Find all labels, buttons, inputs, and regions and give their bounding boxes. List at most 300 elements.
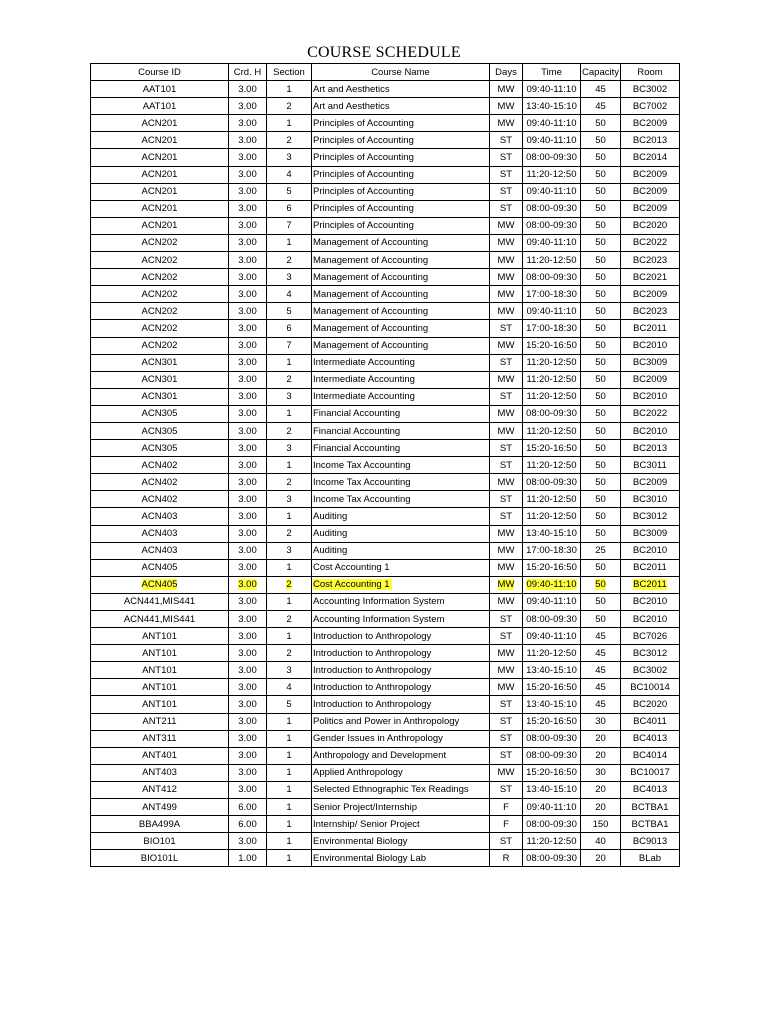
section-cell [267,354,312,371]
room-cell-text: BC3009 [632,528,668,540]
time-cell-text: 09:40-11:10 [526,596,577,608]
time-cell-text: 11:20-12:50 [526,459,577,471]
course-name-cell [312,149,490,166]
section-cell-text: 2 [286,647,292,659]
room-cell [621,234,680,251]
days-cell [490,149,523,166]
days-cell-text: ST [499,784,513,796]
course-name-cell-text: Environmental Biology [313,835,408,847]
room-cell [621,354,680,371]
capacity-cell [581,799,621,816]
time-cell [523,320,581,337]
course-id-cell-text: ANT101 [142,681,177,693]
capacity-cell-text: 45 [595,630,606,642]
days-cell [490,764,523,781]
course-name-cell-text: Introduction to Anthropology [313,681,432,693]
section-cell [267,371,312,388]
course-name-cell-text: Principles of Accounting [313,186,414,198]
credit-hours-cell-text: 3.00 [238,117,257,129]
credit-hours-cell [229,457,267,474]
time-cell [523,474,581,491]
credit-hours-cell [229,542,267,559]
time-cell-text: 11:20-12:50 [526,835,577,847]
course-id-cell-text: ANT499 [142,801,177,813]
days-cell [490,234,523,251]
room-cell-text: BC2020 [632,220,668,232]
days-cell-text: MW [497,476,515,488]
days-cell [490,833,523,850]
table-row [91,747,680,764]
course-name-cell-text: Introduction to Anthropology [313,630,432,642]
credit-hours-cell [229,816,267,833]
time-cell-text: 17:00-18:30 [526,545,577,557]
section-cell [267,132,312,149]
course-name-cell-text: Art and Aesthetics [313,83,390,95]
credit-hours-cell [229,405,267,422]
course-name-cell [312,645,490,662]
days-cell-text: F [503,818,509,830]
days-cell-text: ST [499,510,513,522]
days-cell-text: ST [499,203,513,215]
course-id-cell [91,662,229,679]
course-id-cell-text: ANT101 [142,699,177,711]
table-row [91,371,680,388]
room-cell-text: BC3012 [632,647,668,659]
section-cell-text: 2 [286,374,292,386]
course-name-cell-text: Management of Accounting [313,288,429,300]
section-cell-text: 3 [286,152,292,164]
time-cell-text: 09:40-11:10 [526,630,577,642]
credit-hours-cell-text: 3.00 [238,100,257,112]
section-cell [267,183,312,200]
credit-hours-cell-text: 3.00 [238,83,257,95]
section-cell [267,440,312,457]
section-cell-text: 3 [286,664,292,676]
course-name-cell [312,799,490,816]
course-id-cell-text: AAT101 [142,100,177,112]
days-cell-text: ST [499,699,513,711]
course-name-cell-text: Accounting Information System [313,613,445,625]
credit-hours-cell-text: 3.00 [238,613,257,625]
credit-hours-cell-text: 3.00 [238,425,257,437]
capacity-cell [581,337,621,354]
course-id-cell [91,166,229,183]
capacity-cell-text: 50 [595,305,606,317]
section-cell [267,217,312,234]
time-cell [523,662,581,679]
course-name-cell [312,183,490,200]
section-cell-text: 2 [286,476,292,488]
capacity-cell [581,474,621,491]
course-id-cell [91,81,229,98]
days-cell [490,166,523,183]
credit-hours-cell-text: 3.00 [238,545,257,557]
credit-hours-cell [229,474,267,491]
capacity-cell-text: 50 [595,271,606,283]
days-cell-text: MW [497,220,515,232]
credit-hours-cell [229,559,267,576]
section-cell [267,269,312,286]
course-id-cell-text: ACN201 [141,220,178,232]
course-name-cell [312,713,490,730]
course-id-cell-text: ACN201 [141,186,178,198]
course-id-cell [91,149,229,166]
time-cell-text: 11:20-12:50 [526,493,577,505]
section-cell-text: 1 [286,408,292,420]
section-cell [267,149,312,166]
room-cell [621,474,680,491]
room-cell-text: BC2009 [632,288,668,300]
section-cell [267,662,312,679]
section-cell [267,457,312,474]
time-cell-text: 08:00-09:30 [526,271,577,283]
days-cell [490,730,523,747]
room-cell [621,200,680,217]
days-cell-text: ST [499,134,513,146]
page-title: COURSE SCHEDULE [307,44,461,61]
course-id-cell [91,252,229,269]
course-name-cell-text: Principles of Accounting [313,169,414,181]
capacity-cell [581,508,621,525]
credit-hours-cell-text: 3.00 [238,203,257,215]
time-cell-text: 15:20-16:50 [526,716,577,728]
course-name-cell [312,303,490,320]
course-name-cell [312,422,490,439]
course-name-cell [312,781,490,798]
room-cell-text: BC3010 [632,493,668,505]
time-cell-text: 15:20-16:50 [526,767,577,779]
course-name-cell [312,542,490,559]
course-name-cell [312,234,490,251]
section-cell [267,713,312,730]
course-name-cell [312,679,490,696]
capacity-cell [581,269,621,286]
course-name-cell [312,388,490,405]
credit-hours-cell-text: 3.00 [238,134,257,146]
capacity-cell-text: 50 [595,425,606,437]
time-cell [523,149,581,166]
section-cell-text: 1 [286,237,292,249]
table-row [91,474,680,491]
time-cell [523,303,581,320]
capacity-cell [581,491,621,508]
days-cell-text: MW [497,254,515,266]
course-name-cell-text: Income Tax Accounting [313,476,411,488]
capacity-cell-text: 50 [595,237,606,249]
course-id-cell [91,234,229,251]
table-row [91,816,680,833]
section-cell [267,542,312,559]
capacity-cell-text: 50 [595,340,606,352]
table-row [91,576,680,593]
credit-hours-cell [229,252,267,269]
days-cell-text: ST [499,459,513,471]
course-name-cell [312,730,490,747]
days-cell-text: ST [499,152,513,164]
section-cell-text: 1 [286,733,292,745]
course-name-cell [312,354,490,371]
days-cell [490,183,523,200]
course-name-cell-text: Senior Project/Internship [313,801,418,813]
room-cell [621,371,680,388]
room-cell-text: BC4011 [633,716,667,728]
course-id-cell [91,115,229,132]
days-cell [490,611,523,628]
capacity-cell-text: 30 [595,716,606,728]
time-cell [523,388,581,405]
section-cell-text: 1 [286,767,292,779]
credit-hours-cell [229,81,267,98]
table-row [91,730,680,747]
section-cell [267,799,312,816]
table-row [91,713,680,730]
time-cell [523,234,581,251]
time-cell-text: 08:00-09:30 [526,408,577,420]
capacity-cell [581,781,621,798]
header-credit-hours: Crd. H [229,64,267,81]
capacity-cell-text: 20 [595,852,606,864]
time-cell [523,799,581,816]
credit-hours-cell-text: 3.00 [238,408,257,420]
room-cell [621,440,680,457]
table-row [91,303,680,320]
capacity-cell [581,166,621,183]
course-name-cell [312,252,490,269]
capacity-cell-text: 50 [595,254,606,266]
course-name-cell [312,269,490,286]
credit-hours-cell-text: 3.00 [238,271,257,283]
room-cell-text: BC2009 [632,476,668,488]
section-cell-text: 6 [286,203,292,215]
table-row [91,559,680,576]
header-room: Room [621,64,680,81]
table-row [91,628,680,645]
course-id-cell-text: ACN202 [141,305,178,317]
room-cell-text: BC10017 [630,767,670,779]
days-cell-text: ST [499,716,513,728]
credit-hours-cell-text: 3.00 [238,288,257,300]
days-cell [490,542,523,559]
course-name-cell-text: Cost Accounting 1 [313,579,390,591]
course-id-cell [91,183,229,200]
course-id-cell [91,799,229,816]
table-row [91,81,680,98]
room-cell [621,713,680,730]
capacity-cell-text: 50 [595,374,606,386]
credit-hours-cell-text: 3.00 [238,391,257,403]
days-cell-text: MW [497,237,515,249]
time-cell-text: 08:00-09:30 [526,613,577,625]
capacity-cell [581,234,621,251]
capacity-cell [581,713,621,730]
capacity-cell-text: 50 [595,408,606,420]
room-cell-text: BC2011 [633,579,667,591]
capacity-cell [581,696,621,713]
time-cell [523,850,581,867]
course-id-cell [91,354,229,371]
time-cell-text: 08:00-09:30 [526,203,577,215]
section-cell-text: 4 [286,681,292,693]
course-id-cell-text: ACN301 [141,374,178,386]
credit-hours-cell-text: 3.00 [238,716,257,728]
course-id-cell-text: ACN305 [141,425,178,437]
time-cell-text: 15:20-16:50 [526,442,577,454]
room-cell [621,696,680,713]
course-name-cell [312,115,490,132]
course-id-cell-text: BBA499A [138,818,181,830]
section-cell-text: 1 [286,852,292,864]
room-cell [621,628,680,645]
course-id-cell [91,781,229,798]
section-cell [267,234,312,251]
course-id-cell [91,98,229,115]
days-cell-text: MW [497,528,515,540]
section-cell-text: 5 [286,699,292,711]
table-row [91,662,680,679]
credit-hours-cell-text: 3.00 [238,220,257,232]
room-cell [621,422,680,439]
course-id-cell-text: ACN202 [141,340,178,352]
credit-hours-cell [229,850,267,867]
capacity-cell [581,132,621,149]
capacity-cell-text: 30 [595,767,606,779]
course-name-cell-text: Financial Accounting [313,408,401,420]
days-cell [490,422,523,439]
days-cell [490,747,523,764]
room-cell-text: BC2010 [632,545,668,557]
capacity-cell [581,764,621,781]
days-cell-text: ST [499,186,513,198]
credit-hours-cell [229,115,267,132]
time-cell [523,593,581,610]
section-cell [267,320,312,337]
section-cell-text: 1 [286,716,292,728]
room-cell [621,525,680,542]
section-cell [267,115,312,132]
credit-hours-cell [229,234,267,251]
time-cell [523,200,581,217]
section-cell-text: 1 [286,83,292,95]
credit-hours-cell-text: 3.00 [238,562,257,574]
section-cell-text: 1 [286,117,292,129]
time-cell [523,747,581,764]
time-cell-text: 11:20-12:50 [526,374,577,386]
room-cell [621,747,680,764]
course-id-cell-text: ANT412 [142,784,177,796]
course-id-cell-text: ACN202 [141,254,178,266]
course-id-cell [91,508,229,525]
room-cell-text: BC10014 [630,681,670,693]
days-cell-text: MW [497,647,515,659]
time-cell-text: 08:00-09:30 [526,220,577,232]
capacity-cell-text: 50 [595,288,606,300]
time-cell [523,217,581,234]
section-cell [267,833,312,850]
room-cell-text: BC2011 [633,562,667,574]
course-id-cell [91,679,229,696]
capacity-cell [581,747,621,764]
room-cell-text: BC2010 [632,596,668,608]
time-cell [523,781,581,798]
days-cell-text: MW [497,100,515,112]
credit-hours-cell [229,149,267,166]
credit-hours-cell [229,730,267,747]
capacity-cell [581,320,621,337]
course-id-cell [91,816,229,833]
table-row [91,252,680,269]
room-cell [621,559,680,576]
table-row [91,679,680,696]
days-cell [490,81,523,98]
table-row [91,98,680,115]
capacity-cell-text: 50 [595,322,606,334]
capacity-cell-text: 40 [595,835,606,847]
course-name-cell-text: Gender Issues in Anthropology [313,733,443,745]
course-name-cell-text: Principles of Accounting [313,152,414,164]
course-id-cell-text: ACN402 [141,476,178,488]
credit-hours-cell-text: 3.00 [238,476,257,488]
room-cell [621,457,680,474]
room-cell-text: BC2009 [632,203,668,215]
room-cell [621,286,680,303]
credit-hours-cell [229,354,267,371]
course-name-cell [312,696,490,713]
credit-hours-cell-text: 3.00 [238,493,257,505]
course-id-cell-text: ANT101 [142,664,177,676]
days-cell [490,559,523,576]
time-cell-text: 08:00-09:30 [526,750,577,762]
course-name-cell-text: Accounting Information System [313,596,445,608]
room-cell [621,593,680,610]
course-name-cell-text: Principles of Accounting [313,134,414,146]
section-cell [267,850,312,867]
days-cell-text: ST [499,169,513,181]
capacity-cell-text: 50 [595,357,606,369]
course-name-cell [312,525,490,542]
section-cell [267,679,312,696]
section-cell-text: 5 [286,305,292,317]
capacity-cell-text: 50 [595,562,606,574]
days-cell-text: F [503,801,509,813]
credit-hours-cell-text: 3.00 [238,254,257,266]
capacity-cell [581,303,621,320]
section-cell [267,628,312,645]
course-name-cell [312,98,490,115]
time-cell [523,405,581,422]
capacity-cell [581,611,621,628]
capacity-cell [581,816,621,833]
room-cell-text: BC2011 [633,322,667,334]
section-cell [267,405,312,422]
room-cell [621,679,680,696]
capacity-cell-text: 50 [595,596,606,608]
time-cell [523,525,581,542]
capacity-cell-text: 50 [595,391,606,403]
time-cell [523,183,581,200]
days-cell-text: MW [497,408,515,420]
course-id-cell [91,542,229,559]
course-id-cell-text: ACN202 [141,237,178,249]
time-cell-text: 08:00-09:30 [526,476,577,488]
days-cell-text: ST [499,630,513,642]
time-cell-text: 17:00-18:30 [526,288,577,300]
course-name-cell-text: Intermediate Accounting [313,357,415,369]
credit-hours-cell [229,764,267,781]
capacity-cell [581,252,621,269]
section-cell-text: 2 [286,425,292,437]
time-cell-text: 08:00-09:30 [526,733,577,745]
section-cell [267,559,312,576]
